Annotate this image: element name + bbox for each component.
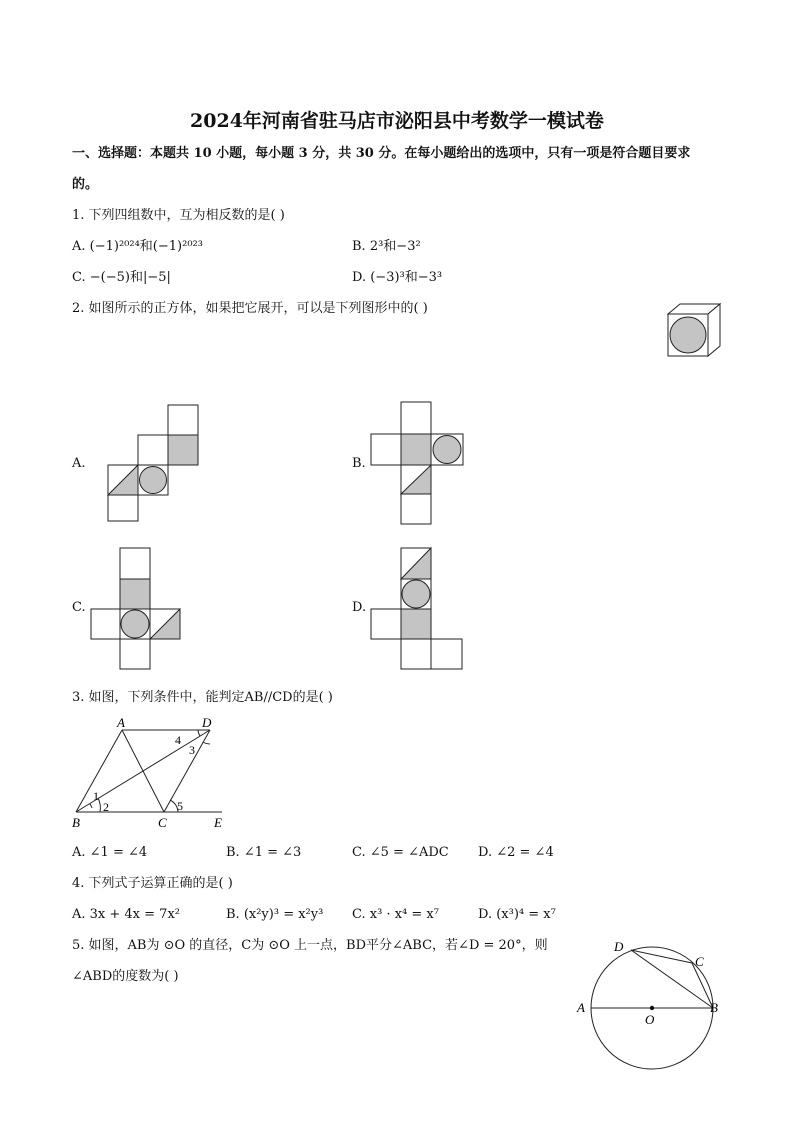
q3-label-c: C [158, 815, 167, 830]
q3-option-b: B. ∠1 = ∠3 [226, 845, 302, 860]
q1-option-a: A. (−1)²⁰²⁴和(−1)²⁰²³ [72, 239, 203, 254]
q5-label-o: O [645, 1012, 655, 1027]
q3-label-a: A [117, 715, 125, 730]
q5-label-b: B [710, 1000, 718, 1015]
q3-angle-3: 3 [189, 743, 195, 757]
q1-option-c: C. −(−5)和|−5| [72, 270, 171, 285]
q2-option-b: B. [352, 456, 366, 471]
q3-angle-1: 1 [93, 789, 99, 803]
q2-net-a [107, 404, 202, 524]
q3-figure [70, 714, 240, 832]
q2-net-b [370, 401, 470, 529]
q2-option-a: A. [72, 456, 86, 471]
q5-label-c: C [695, 954, 704, 969]
q2-cube-figure [664, 302, 724, 360]
q3-label-d: D [202, 715, 212, 730]
q4-option-c: C. x³ · x⁴ = x⁷ [352, 907, 439, 922]
q4-option-b: B. (x²y)³ = x²y³ [226, 907, 324, 922]
q3-angle-4: 4 [175, 733, 181, 747]
q3-angle-2: 2 [103, 800, 109, 814]
q5-circle-figure [574, 936, 730, 1072]
q4-option-d: D. (x³)⁴ = x⁷ [478, 907, 556, 922]
q2-option-d: D. [352, 600, 367, 615]
q2-net-d [370, 547, 468, 673]
q2-stem: 2. 如图所示的正方体，如果把它展开，可以是下列图形中的( ) [72, 301, 428, 316]
q1-option-b: B. 2³和−3² [352, 239, 421, 254]
q5-label-a: A [577, 1000, 585, 1015]
q3-option-d: D. ∠2 = ∠4 [478, 845, 554, 860]
page-title: 2024年河南省驻马店市泌阳县中考数学一模试卷 [190, 110, 604, 132]
q1-option-d: D. (−3)³和−3³ [352, 270, 443, 285]
q1-stem: 1. 下列四组数中，互为相反数的是( ) [72, 208, 285, 223]
q4-stem: 4. 下列式子运算正确的是( ) [72, 876, 233, 891]
section-header-line1: 一、选择题：本题共 10 小题，每小题 3 分，共 30 分。在每小题给出的选项中，只有一项是符合题目要求 [72, 146, 691, 161]
q2-option-c: C. [72, 600, 86, 615]
q2-net-c [90, 547, 185, 673]
q5-stem-line1: 5. 如图，AB为 ⊙O 的直径，C为 ⊙O 上一点，BD平分∠ABC，若∠D = 20°，则 [72, 938, 548, 953]
section-header-line2: 的。 [72, 177, 99, 192]
q3-label-b: B [72, 815, 80, 830]
q5-stem-line2: ∠ABD的度数为( ) [72, 969, 179, 984]
q3-label-e: E [214, 815, 222, 830]
q4-option-a: A. 3x + 4x = 7x² [72, 907, 180, 922]
q5-label-d: D [614, 939, 624, 954]
q3-stem: 3. 如图，下列条件中，能判定AB//CD的是( ) [72, 690, 333, 705]
q3-angle-5: 5 [177, 799, 183, 813]
q3-option-a: A. ∠1 = ∠4 [72, 845, 148, 860]
q3-option-c: C. ∠5 = ∠ADC [352, 845, 449, 860]
